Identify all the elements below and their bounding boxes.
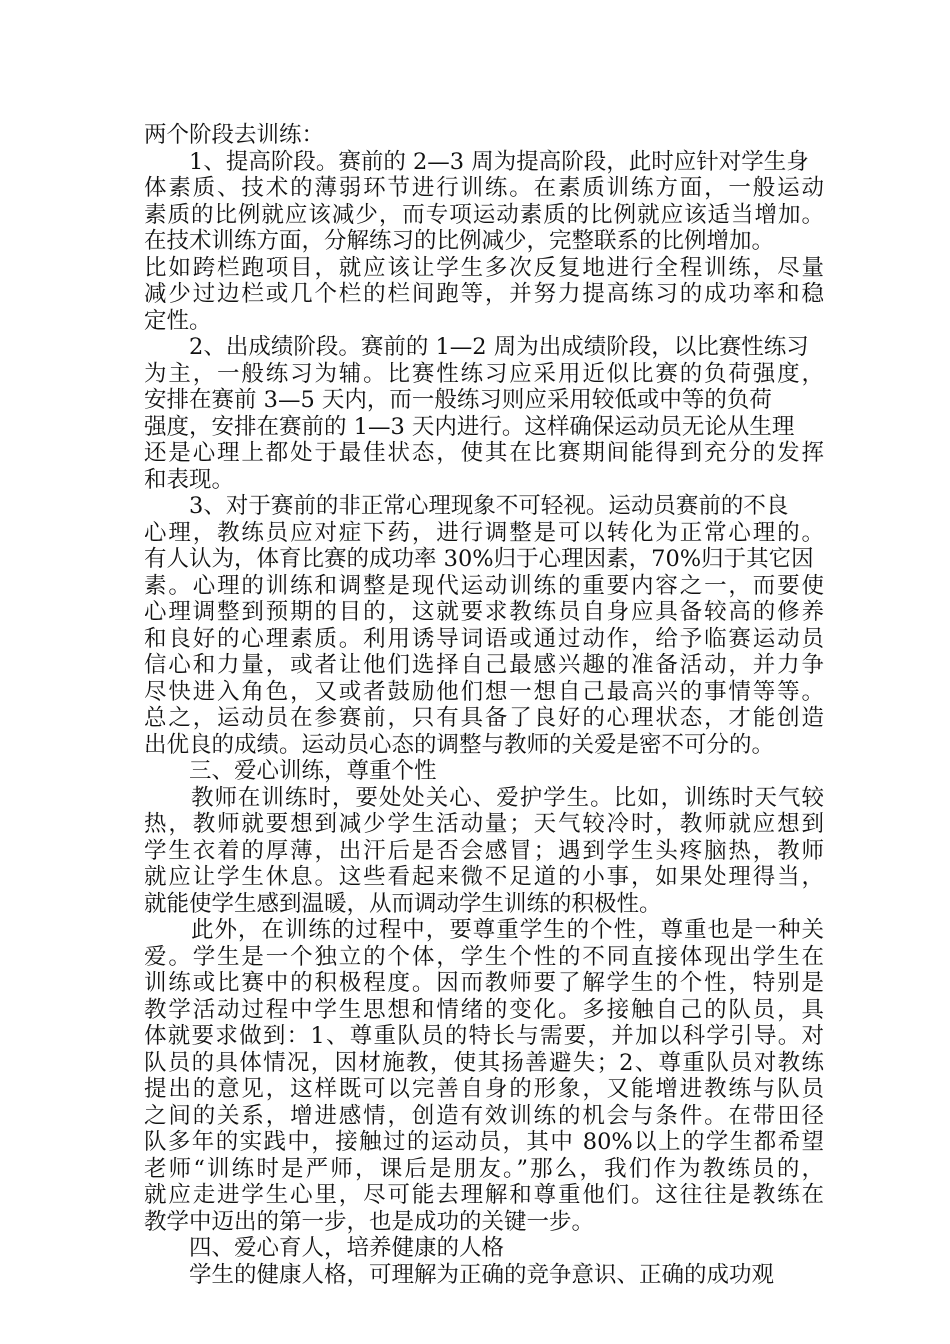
text-line: 两个阶段去训练： — [144, 122, 325, 148]
text-line: 教师在训练时，要处处关心、爱护学生。比如，训练时天气较 — [144, 784, 824, 811]
text-line: 学生的健康人格，可理解为正确的竞争意识、正确的成功观 — [144, 1261, 775, 1288]
document-body — [144, 122, 824, 1288]
text-line: 和表现。 — [144, 466, 235, 493]
text-line: 2、出成绩阶段。赛前的 1—2 周为出成绩阶段，以比赛性练习 — [144, 334, 809, 360]
text-line: 1、提高阶段。赛前的 2—3 周为提高阶段，此时应针对学生身 — [144, 148, 809, 175]
text-line: 总之，运动员在参赛前，只有具备了良好的心理状态，才能创造 — [144, 705, 824, 731]
text-line: 有人认为，体育比赛的成功率 30%归于心理因素，70%归于其它因 — [144, 546, 814, 572]
text-line: 在技术训练方面，分解练习的比例减少，完整联系的比例增加。 — [144, 228, 775, 254]
text-line: 教学活动过程中学生思想和情绪的变化。多接触自己的队员，具 — [144, 996, 824, 1023]
text-line: 素质的比例就应该减少，而专项运动素质的比例就应该适当增加。 — [144, 201, 824, 228]
text-line: 安排在赛前 3—5 天内，而一般练习则应采用较低或中等的负荷 — [144, 387, 772, 413]
text-line: 强度，安排在赛前的 1—3 天内进行。这样确保运动员无论从生理 — [144, 413, 795, 440]
text-line: 老师“训练时是严师，课后是朋友。”那么，我们作为教练员的， — [144, 1155, 824, 1182]
text-line: 心理调整到预期的目的，这就要求教练员自身应具备较高的修养 — [144, 599, 824, 625]
section-heading: 四、爱心育人，培养健康的人格 — [144, 1235, 505, 1261]
text-line: 爱。学生是一个独立的个体，学生个性的不同直接体现出学生在 — [144, 943, 824, 970]
text-line: 体就要求做到：1、尊重队员的特长与需要，并加以科学引导。对 — [144, 1023, 824, 1049]
text-line: 减少过边栏或几个栏的栏间跑等，并努力提高练习的成功率和稳 — [144, 281, 824, 307]
section-heading: 三、爱心训练，尊重个性 — [144, 758, 437, 784]
text-line: 比如跨栏跑项目，就应该让学生多次反复地进行全程训练，尽量 — [144, 254, 824, 281]
text-line: 3、对于赛前的非正常心理现象不可轻视。运动员赛前的不良 — [144, 493, 789, 519]
text-line: 队多年的实践中，接触过的运动员，其中 80%以上的学生都希望 — [144, 1129, 824, 1155]
text-line: 热，教师就要想到减少学生活动量；天气较冷时，教师就应想到 — [144, 811, 824, 837]
text-line: 体素质、技术的薄弱环节进行训练。在素质训练方面，一般运动 — [144, 175, 824, 201]
text-line: 尽快进入角色，又或者鼓励他们想一想自己最高兴的事情等等。 — [144, 678, 824, 705]
text-line: 教学中迈出的第一步，也是成功的关键一步。 — [144, 1208, 595, 1235]
text-line: 就应让学生休息。这些看起来微不足道的小事，如果处理得当， — [144, 864, 824, 890]
text-line: 此外，在训练的过程中，要尊重学生的个性，尊重也是一种关 — [144, 917, 824, 943]
text-line: 信心和力量，或者让他们选择自己最感兴趣的准备活动，并力争 — [144, 652, 824, 678]
text-line: 为主，一般练习为辅。比赛性练习应采用近似比赛的负荷强度， — [144, 360, 824, 387]
text-line: 提出的意见，这样既可以完善自身的形象，又能增进教练与队员 — [144, 1076, 824, 1102]
text-line: 还是心理上都处于最佳状态，使其在比赛期间能得到充分的发挥 — [144, 440, 824, 466]
text-line: 出优良的成绩。运动员心态的调整与教师的关爱是密不可分的。 — [144, 731, 775, 758]
text-line: 心理，教练员应对症下药，进行调整是可以转化为正常心理的。 — [144, 519, 824, 546]
text-line: 之间的关系，增进感情，创造有效训练的机会与条件。在带田径 — [144, 1102, 824, 1129]
text-line: 定性。 — [144, 307, 212, 334]
text-line: 训练或比赛中的积极程度。因而教师要了解学生的个性，特别是 — [144, 970, 824, 996]
text-line: 素。心理的训练和调整是现代运动训练的重要内容之一，而要使 — [144, 572, 824, 599]
text-line: 就应走进学生心里，尽可能去理解和尊重他们。这往往是教练在 — [144, 1182, 824, 1208]
text-line: 队员的具体情况，因材施教，使其扬善避失；2、尊重队员对教练 — [144, 1049, 824, 1076]
text-line: 和良好的心理素质。利用诱导词语或通过动作，给予临赛运动员 — [144, 625, 824, 652]
text-line: 学生衣着的厚薄，出汗后是否会感冒；遇到学生头疼脑热，教师 — [144, 837, 824, 864]
text-line: 就能使学生感到温暖，从而调动学生训练的积极性。 — [144, 890, 662, 917]
